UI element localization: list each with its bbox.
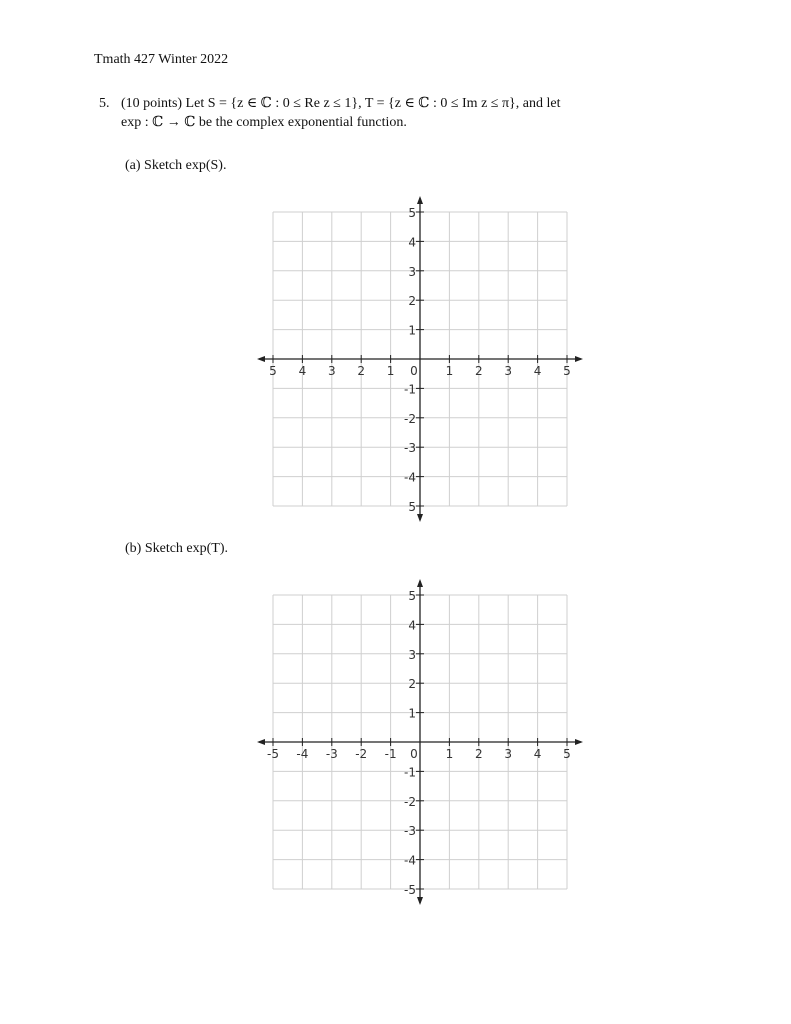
x-tick-label: -2 <box>355 747 368 761</box>
y-tick-label: 4 <box>408 618 416 633</box>
x-tick-label: 3 <box>504 747 513 761</box>
problem-number: 5. <box>99 96 110 111</box>
x-tick-label: 3 <box>504 364 513 378</box>
y-tick-label: -4 <box>404 853 416 868</box>
y-axis-arrow-down <box>417 897 423 905</box>
x-tick-label: -5 <box>267 747 279 761</box>
y-tick-label: 5 <box>408 206 416 220</box>
x-tick-label: -1 <box>384 747 397 761</box>
y-tick-label: -1 <box>404 382 416 397</box>
y-tick-label: -3 <box>404 824 416 839</box>
y-tick-label: 2 <box>408 294 416 309</box>
x-tick-label: -3 <box>325 747 338 761</box>
y-tick-label: 1 <box>408 323 416 338</box>
y-tick-label: 2 <box>408 677 416 692</box>
x-tick-label: 4 <box>533 747 542 761</box>
y-tick-label: -2 <box>404 411 416 426</box>
x-tick-label: 5 <box>563 747 571 761</box>
x-tick-label: 2 <box>357 364 366 378</box>
x-axis-arrow-left <box>257 739 265 745</box>
x-tick-label: 3 <box>327 364 336 378</box>
y-tick-label: -3 <box>404 441 416 456</box>
y-tick-label: 3 <box>408 647 416 662</box>
course-header: Tmath 427 Winter 2022 <box>94 52 229 67</box>
x-tick-label: 1 <box>445 747 454 761</box>
x-tick-label: 0 <box>410 364 418 378</box>
y-tick-label: -4 <box>404 470 416 485</box>
x-tick-label: 2 <box>474 747 483 761</box>
y-tick-label: 4 <box>408 235 416 250</box>
part-b-label: (b) Sketch exp(T). <box>125 541 229 556</box>
x-tick-label: 1 <box>386 364 395 378</box>
x-tick-label: 5 <box>563 364 571 378</box>
x-tick-label: 0 <box>410 747 418 761</box>
problem-line-2: exp : ℂ → ℂ be the complex exponential function. <box>121 115 407 130</box>
problem-text-1: (10 points) Let S = {z ∈ ℂ : 0 ≤ Re z ≤ 1}, T = {z ∈ ℂ : 0 ≤ Im z ≤ π}, and let <box>121 96 561 111</box>
y-tick-label: 5 <box>408 500 416 514</box>
x-axis-arrow-right <box>575 739 583 745</box>
y-tick-label: 1 <box>408 706 416 721</box>
y-tick-label: 5 <box>408 589 416 603</box>
x-tick-label: 2 <box>474 364 483 378</box>
x-tick-label: 5 <box>269 364 277 378</box>
x-tick-label: 4 <box>533 364 542 378</box>
y-tick-label: -1 <box>404 765 416 780</box>
y-tick-label: -5 <box>404 883 416 897</box>
y-axis-arrow-up <box>417 579 423 587</box>
x-tick-label: -4 <box>296 747 309 761</box>
y-tick-label: 3 <box>408 264 416 279</box>
y-tick-label: -2 <box>404 794 416 809</box>
x-tick-label: 1 <box>445 364 454 378</box>
part-a-label: (a) Sketch exp(S). <box>125 158 227 173</box>
x-tick-label: 4 <box>298 364 307 378</box>
